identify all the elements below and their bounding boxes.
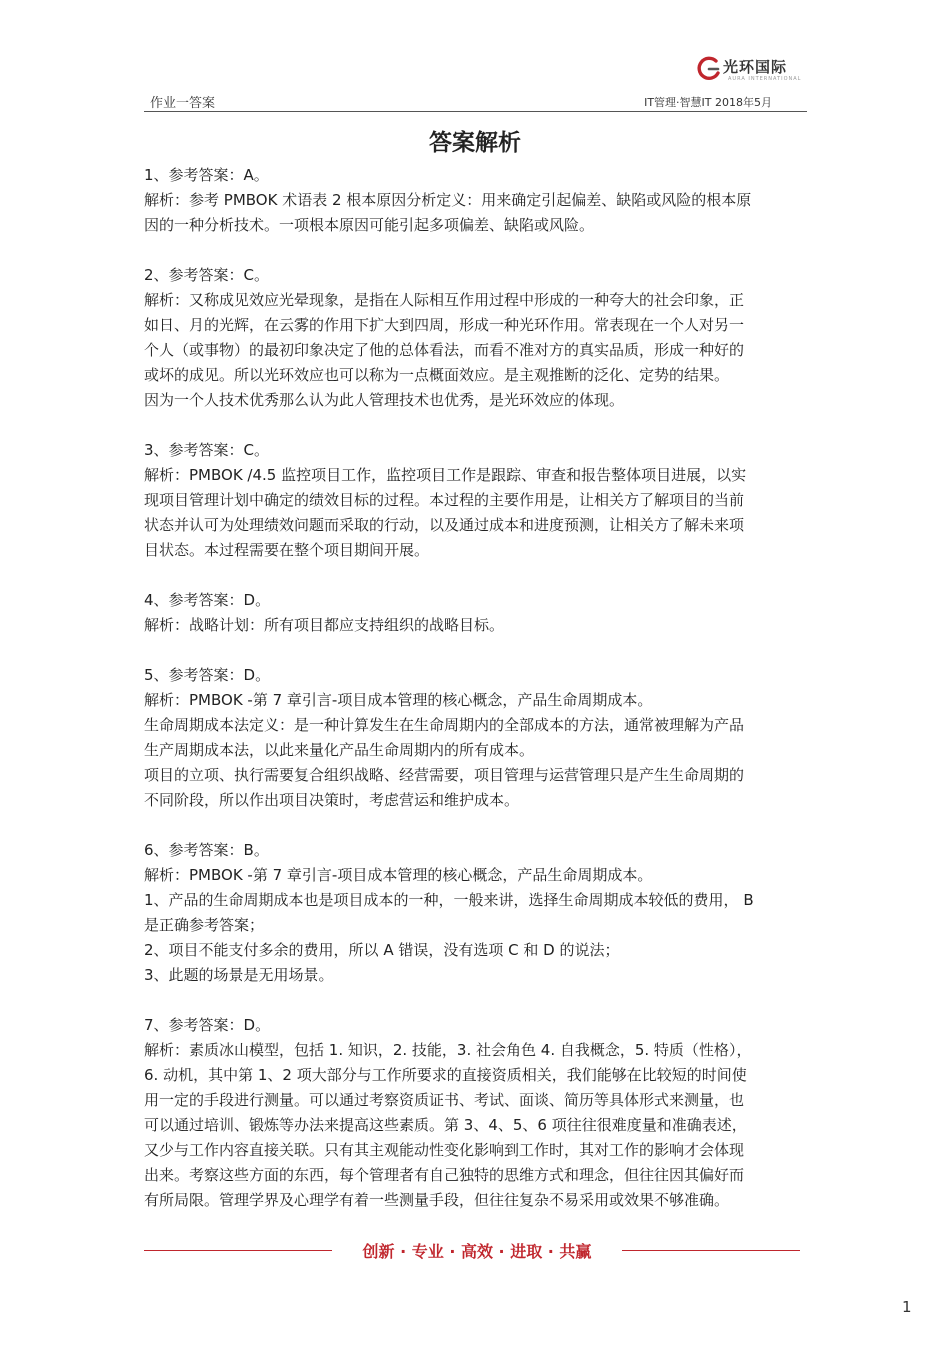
answer-heading: 7、参考答案：D。 xyxy=(144,1016,271,1034)
answer-text-line: 现项目管理计划中确定的绩效目标的过程。本过程的主要作用是，让相关方了解项目的当前 xyxy=(144,491,745,509)
answer-text-line: 如日、月的光辉，在云雾的作用下扩大到四周，形成一种光环作用。常表现在一个人对另一 xyxy=(144,316,745,334)
answer-text-line: 不同阶段，所以作出项目决策时，考虑营运和维护成本。 xyxy=(144,791,520,809)
answer-block xyxy=(144,438,809,563)
answer-text-line: 解析：PMBOK -第 7 章引言-项目成本管理的核心概念，产品生命周期成本。 xyxy=(144,691,653,709)
answer-heading: 6、参考答案：B。 xyxy=(144,841,269,859)
answer-text-line: 解析：PMBOK -第 7 章引言-项目成本管理的核心概念，产品生命周期成本。 xyxy=(144,866,653,884)
answer-text-line: 用一定的手段进行测量。可以通过考察资质证书、考试、面谈、简历等具体形式来测量，也 xyxy=(144,1091,745,1109)
answer-text-line: 状态并认可为处理绩效问题而采取的行动，以及通过成本和进度预测，让相关方了解未来项 xyxy=(144,516,745,534)
answer-text-line: 解析：又称成见效应光晕现象，是指在人际相互作用过程中形成的一种夸大的社会印象，正 xyxy=(144,291,745,309)
answer-text-line: 有所局限。管理学界及心理学有着一些测量手段，但往往复杂不易采用或效果不够准确。 xyxy=(144,1191,730,1209)
header-meta: IT管理·智慧IT 2018年5月 xyxy=(644,96,772,109)
brand-logo xyxy=(696,54,806,86)
answer-text-line: 解析：战略计划：所有项目都应支持组织的战略目标。 xyxy=(144,616,505,634)
header-doc-title: 作业一答案 xyxy=(150,96,216,111)
answer-text-line: 3、此题的场景是无用场景。 xyxy=(144,966,334,984)
paragraph-gap xyxy=(144,813,809,838)
answer-text-line: 目状态。本过程需要在整个项目期间开展。 xyxy=(144,541,430,559)
answer-text-line: 1、产品的生命周期成本也是项目成本的一种，一般来讲，选择生命周期成本较低的费用， B xyxy=(144,891,754,909)
answer-block xyxy=(144,1013,809,1213)
answer-text-line: 项目的立项、执行需要复合组织战略、经营需要，项目管理与运营管理只是产生生命周期的 xyxy=(144,766,745,784)
paragraph-gap xyxy=(144,238,809,263)
answer-heading: 1、参考答案：A。 xyxy=(144,166,269,184)
answer-text-line: 因为一个人技术优秀那么认为此人管理技术也优秀，是光环效应的体现。 xyxy=(144,391,625,409)
answer-block xyxy=(144,163,809,238)
header-divider xyxy=(144,111,807,112)
page-number: 1 xyxy=(902,1298,912,1316)
answer-text-line: 出来。考察这些方面的东西，每个管理者有自己独特的思维方式和理念，但往往因其偏好而 xyxy=(144,1166,745,1184)
answer-text-line: 2、项目不能支付多余的费用，所以 A 错误，没有选项 C 和 D 的说法； xyxy=(144,941,620,959)
answer-heading: 4、参考答案：D。 xyxy=(144,591,271,609)
answer-text-line: 因的一种分析技术。一项根本原因可能引起多项偏差、缺陷或风险。 xyxy=(144,216,595,234)
paragraph-gap xyxy=(144,988,809,1013)
answer-text-line: 解析：PMBOK /4.5 监控项目工作，监控项目工作是跟踪、审查和报告整体项目进展，以实 xyxy=(144,466,747,484)
paragraph-gap xyxy=(144,563,809,588)
answer-text-line: 生命周期成本法定义：是一种计算发生在生命周期内的全部成本的方法，通常被理解为产品 xyxy=(144,716,745,734)
paragraph-gap xyxy=(144,413,809,438)
answer-text-line: 个人（或事物）的最初印象决定了他的总体看法，而看不准对方的真实品质，形成一种好的 xyxy=(144,341,745,359)
page-title: 答案解析 xyxy=(429,130,521,156)
footer-divider-left xyxy=(144,1250,332,1251)
answer-block xyxy=(144,263,809,413)
answer-block xyxy=(144,838,809,988)
brand-name: 光环国际 xyxy=(723,58,788,76)
answer-text-line: 解析：素质冰山模型，包括 1. 知识，2. 技能，3. 社会角色 4. 自我概念，5. 特质（性格）， xyxy=(144,1041,752,1059)
footer-slogan: 创新 · 专业 · 高效 · 进取 · 共赢 xyxy=(362,1242,592,1261)
brand-tagline: AURA INTERNATIONAL xyxy=(728,76,802,82)
answer-text-line: 6. 动机，其中第 1、2 项大部分与工作所要求的直接资质相关，我们能够在比较短的时间使 xyxy=(144,1066,747,1084)
answer-block xyxy=(144,588,809,638)
answer-text-line: 可以通过培训、锻炼等办法来提高这些素质。第 3、4、5、6 项往往很难度量和准确表述， xyxy=(144,1116,747,1134)
answer-text-line: 解析：参考 PMBOK 术语表 2 根本原因分析定义：用来确定引起偏差、缺陷或风险的根本原 xyxy=(144,191,752,209)
answer-heading: 3、参考答案：C。 xyxy=(144,441,270,459)
footer-divider-right xyxy=(622,1250,800,1251)
answer-text-line: 是正确参考答案； xyxy=(144,916,265,934)
answer-heading: 2、参考答案：C。 xyxy=(144,266,270,284)
answer-text-line: 或坏的成见。所以光环效应也可以称为一点概面效应。是主观推断的泛化、定势的结果。 xyxy=(144,366,730,384)
answers-body xyxy=(144,163,809,1213)
answer-heading: 5、参考答案：D。 xyxy=(144,666,271,684)
answer-text-line: 生产周期成本法，以此来量化产品生命周期内的所有成本。 xyxy=(144,741,535,759)
answer-block xyxy=(144,663,809,813)
answer-text-line: 又少与工作内容直接关联。只有其主观能动性变化影响到工作时，其对工作的影响才会体现 xyxy=(144,1141,745,1159)
brand-logo-icon xyxy=(696,56,722,82)
paragraph-gap xyxy=(144,638,809,663)
